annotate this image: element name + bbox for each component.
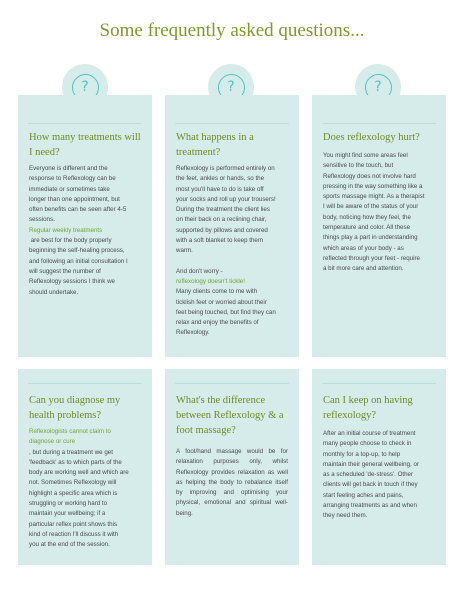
answer-highlight: reflexology doesn't tickle! xyxy=(176,277,245,285)
answer-line: often benefits can be seen after 4-5 xyxy=(29,206,127,214)
answer-line: you at the end of the session. xyxy=(29,541,110,549)
answer-line: which areas of your body - as xyxy=(323,244,404,252)
answer-line: 'feedback' as to which parts of the xyxy=(29,458,122,466)
answer-highlight: Reflexologists cannot claim to diagnose or cure xyxy=(29,428,111,446)
answer-line: You might find some areas feel xyxy=(323,152,408,159)
question-mark-circle-icon: ? xyxy=(365,74,392,101)
answer-line: struggling or working hard to xyxy=(29,500,108,508)
faq-heading: Can I keep on having reflexology? xyxy=(323,395,413,421)
answer-line: immediate or sometimes take xyxy=(29,185,110,193)
answer-line: ticklish feet or worried about their xyxy=(176,298,267,306)
card-divider xyxy=(175,383,289,384)
faq-answer xyxy=(323,151,435,275)
answer-line: And don't worry - xyxy=(176,267,223,275)
card-divider xyxy=(28,123,142,124)
card-divider xyxy=(322,383,436,384)
answer-line: longer than one appointment, but xyxy=(29,195,120,203)
answer-line: many people choose to check in xyxy=(323,440,412,448)
answer-line: body are working well and which are xyxy=(29,469,129,477)
answer-text: A foot/hand massage would be for relaxation purposes only, whilst Reflexology provides relaxation as well as helping the body to rebalance itself by improving and optimising your physical, emotional and spiritual well-being. xyxy=(176,448,288,517)
card-divider xyxy=(175,123,289,124)
answer-line: Reflexology does not involve hard xyxy=(323,172,416,180)
answer-line: clients will get back in touch if they xyxy=(323,481,418,489)
answer-line: start feeling aches and pains, xyxy=(323,491,404,499)
faq-card-diagnose xyxy=(18,369,152,565)
answer-line: Reflexology sessions I think we xyxy=(29,278,115,286)
answer-line: supported by pillows and covered xyxy=(176,226,268,234)
answer-line: During the treatment the client lies xyxy=(176,206,270,214)
answer-line: response to Reflexology can be xyxy=(29,175,116,183)
faq-card-treatments xyxy=(18,95,152,357)
faq-heading: Does reflexology hurt? xyxy=(323,132,420,143)
faq-answer xyxy=(29,427,141,551)
question-mark-circle-icon: ? xyxy=(218,74,245,101)
answer-line: body, noticing how they feel, the xyxy=(323,213,411,221)
faq-answer xyxy=(29,164,141,298)
answer-line: temperature and color. All these xyxy=(323,224,411,232)
page-title: Some frequently asked questions... xyxy=(99,20,365,41)
answer-line: maintain your wellbeing; if a xyxy=(29,510,106,518)
answer-line: relax and enjoy the benefits of xyxy=(176,319,259,327)
answer-line: maintain their general wellbeing, or xyxy=(323,460,419,468)
faq-answer xyxy=(176,447,288,519)
card-divider xyxy=(322,123,436,124)
answer-line: reflected through your feet - require xyxy=(323,254,420,262)
answer-line: monthly for a top-up, to help xyxy=(323,450,401,458)
answer-line: your socks and roll up your trousers! xyxy=(176,195,276,203)
faq-card-keep-on xyxy=(312,369,446,565)
answer-line: as a scheduled 'de-stress'. Other xyxy=(323,471,414,479)
answer-line: a bit more care and attention. xyxy=(323,265,404,273)
faq-card-what-happens xyxy=(165,95,299,357)
answer-line: highlight a specific area which is xyxy=(29,489,118,497)
answer-highlight: Regular weekly treatments xyxy=(29,226,103,234)
answer-line: sports massage might. As a therapist xyxy=(323,193,425,201)
answer-line: warm. xyxy=(176,247,193,255)
answer-line: arranging treatments as and when xyxy=(323,502,417,510)
answer-line: Everyone is different and the xyxy=(29,165,108,172)
faq-heading: What's the difference between Reflexology & a foot massage? xyxy=(176,395,284,436)
faq-card-difference xyxy=(165,369,299,565)
answer-line: feet being touched, but find they can xyxy=(176,308,276,316)
answer-line: Many clients come to me with xyxy=(176,288,258,296)
answer-line: should undertake. xyxy=(29,288,79,296)
answer-line: I will be aware of the status of your xyxy=(323,203,419,211)
card-divider xyxy=(28,383,142,384)
answer-line: the feet, ankles or hands, so the xyxy=(176,175,265,183)
answer-line: most you'll have to do is take off xyxy=(176,185,264,193)
answer-line: sessions. xyxy=(29,216,55,224)
faq-card-hurt xyxy=(312,95,446,357)
answer-line: , but during a treatment we get xyxy=(29,448,113,456)
answer-line: sensitive to the touch, but xyxy=(323,162,394,170)
answer-line: on their back on a reclining chair, xyxy=(176,216,267,224)
faq-heading: How many treatments will I need? xyxy=(29,132,141,158)
answer-line: are best for the body properly xyxy=(29,237,112,245)
faq-heading: What happens in a treatment? xyxy=(176,132,254,158)
answer-line: not. Sometimes Reflexology will xyxy=(29,479,117,487)
faq-answer xyxy=(176,164,288,339)
answer-line: Reflexology. xyxy=(176,329,210,337)
question-mark-circle-icon: ? xyxy=(72,74,99,101)
answer-line: After an initial course of treatment xyxy=(323,430,416,437)
answer-line: Reflexology is performed entirely on xyxy=(176,165,275,172)
answer-line: they need them. xyxy=(323,512,368,520)
faq-answer xyxy=(323,429,435,522)
answer-line: will suggest the number of xyxy=(29,267,101,275)
answer-line: with a soft blanket to keep them xyxy=(176,237,264,245)
answer-line: pressing in the way something like a xyxy=(323,182,423,190)
answer-line: and following an initial consultation I xyxy=(29,257,128,265)
answer-line: kind of reaction I'll discuss it with xyxy=(29,530,119,538)
answer-line: particular reflex point shows this xyxy=(29,520,118,528)
answer-line: beginning the self-healing process, xyxy=(29,247,125,255)
faq-heading: Can you diagnose my health problems? xyxy=(29,395,121,421)
answer-line: things play a part in understanding xyxy=(323,234,418,242)
